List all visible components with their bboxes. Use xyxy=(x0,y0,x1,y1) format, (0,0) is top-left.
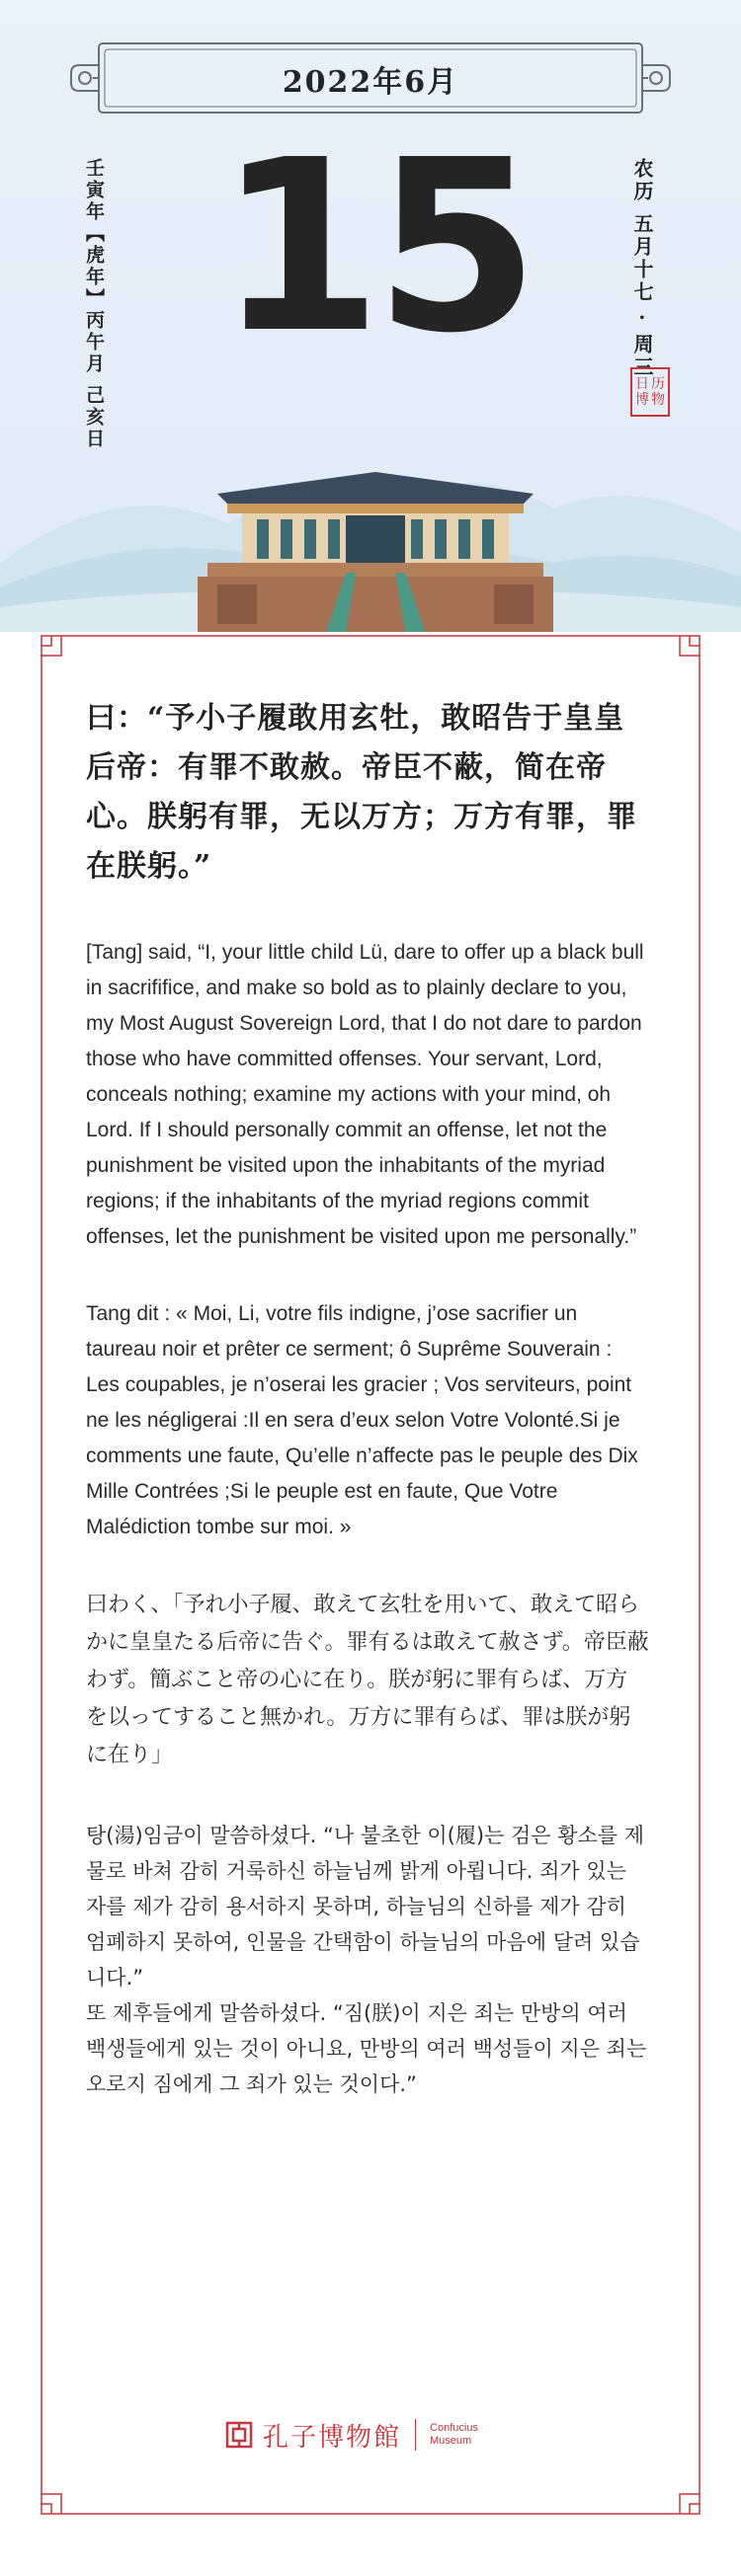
lunar-date: 农历 五月十七 · 周三 xyxy=(630,158,654,379)
calendar-header xyxy=(0,0,741,632)
seal-stamp xyxy=(630,367,670,417)
japanese-translation: 曰わく、「予れ小子履、敢えて玄牡を用いて、敢えて昭らかに皇皇たる后帝に告ぐ。罪有るは敢えて赦さず。帝臣蔽わず。簡ぶこと帝の心に在り。朕が躬に罪有らば、万方を以ってすること無かれ。万方に罪有らば、罪は朕が躬に在り」 xyxy=(86,1593,649,1767)
museum-name-en xyxy=(430,2422,478,2448)
seal-char: 物 xyxy=(651,392,665,408)
english-translation: [Tang] said, “I, your little child Lü, dare to offer up a black bull in sacrifificе, and make so bold as to plainly declare to you, my Most August Sovereign Lord, that I do not dare to pardon those who have committed offenses. Your servant, Lord, conceals nothing; examine my actions with your mind, oh Lord. If I should personally commit an offense, let not the punishment be visited upon the inhabitants of the myriad regions; if the inhabitants of the myriad regions commit offenses, let the punishment be visited upon me personally.” xyxy=(86,941,644,1248)
museum-name-cn: 孔子博物館 xyxy=(263,2422,402,2453)
museum-logo xyxy=(225,2415,478,2455)
ganzhi-date: 壬寅年【虎年】丙午月 己亥日 xyxy=(83,158,105,450)
chinese-quote: 曰：“予小子履敢用玄牡，敢昭告于皇皇后帝：有罪不敢赦。帝臣不蔽，简在帝心。朕躬有罪，无以万方；万方有罪，罪在朕躬。” xyxy=(86,701,637,884)
logo-divider xyxy=(415,2419,416,2451)
korean-translation: 탕(湯)임금이 말씀하셨다. “나 불초한 이(履)는 검은 황소를 제물로 바쳐 감히 거룩하신 하늘님께 밝게 아룁니다. 죄가 있는 자를 제가 감히 용서하지 못하며, 하늘님의 신하를 제가 감히 엄폐하지 못하여, 인물을 간택함이 하늘님의 마음에 달려 있습니다.” 또 제후들에게 말씀하셨다. “짐(朕)이 지은 죄는 만방의 여러 백생들에게 있는 것이 아니요, 만방의 여러 백성들이 지은 죄는 오로지 짐에게 그 죄가 있는 것이다.” xyxy=(86,1824,647,2096)
seal-char: 日 xyxy=(635,376,649,392)
museum-name-en-line1: Confucius xyxy=(430,2422,478,2434)
day-number: 15 xyxy=(217,109,532,385)
museum-name-en-line2: Museum xyxy=(430,2435,472,2447)
quote-content xyxy=(86,694,649,2102)
museum-logo-icon xyxy=(225,2421,253,2449)
seal-char: 历 xyxy=(651,376,665,392)
year-month: 2022年6月 xyxy=(282,65,459,100)
seal-char: 博 xyxy=(635,392,649,408)
french-translation: Tang dit : « Moi, Li, votre fils indigne, j’ose sacrifier un taureau noir et prêter ce serment; ô Suprême Souverain : Les coupables, je n’oserai les gracier ; Vos serviteurs, point ne les négligerai :Il en sera d’eux selon Votre Volonté.Si je comments une faute, Qu’elle n’affecte pas le peuple des Dix Mille Contrées ;Si le peuple est en faute, Que Votre Malédiction tombe sur moi. » xyxy=(86,1302,638,1538)
museum-building-illustration xyxy=(198,464,553,632)
